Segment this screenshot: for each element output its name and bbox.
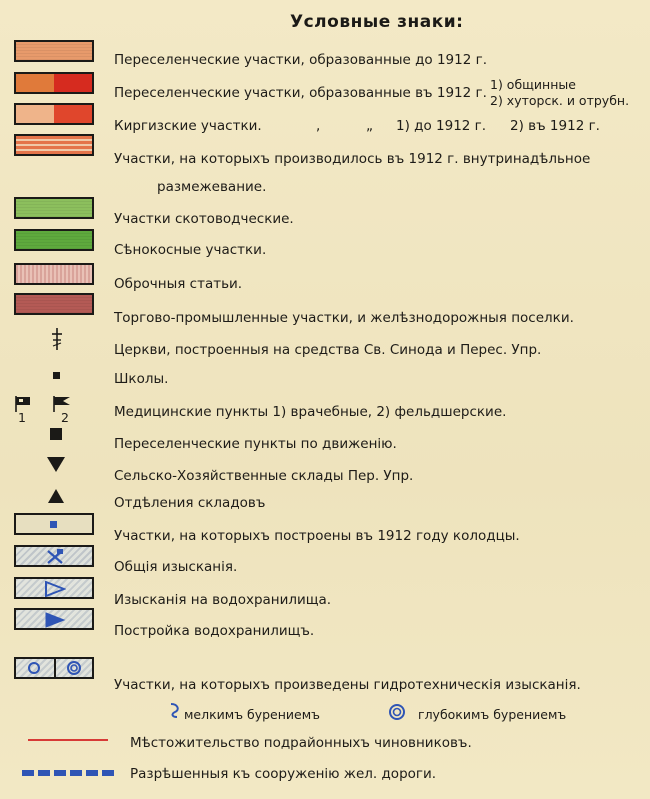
legend-label-3: Киргизские участки. [114,118,262,134]
legend-label-17: Изысканiя на водохранилища. [114,592,332,608]
swatch-reservoir-construction [14,608,94,630]
legend-mark-2: „ [366,118,373,134]
legend-note-farmstead: 2) хуторск. и отрубн. [490,93,630,108]
swatch-hydrotechnical-surveys [14,657,94,679]
legend-option-before-1912: 1) до 1912 г. [396,118,487,134]
legend-label-21: глубокимъ бурениемъ [418,707,567,722]
legend-label-8: Торгово-промышленные участки, и желѣзнодорожныя поселки. [114,310,574,326]
legend-label-6: Сѣнокосные участки. [114,242,267,258]
legend-option-in-1912: 2) въ 1912 г. [510,118,600,134]
legend-label-2: Переселенческие участки, образованные въ 1912 г. [114,85,487,101]
church-icon [50,328,64,350]
legend-label-23: Разрѣшенныя къ сооруженiю жел. дороги. [130,766,437,782]
swatch-trade-industrial [14,293,94,315]
legend-label-16: Общiя изысканiя. [114,559,238,575]
reservoir-survey-flag-icon [44,581,66,597]
swatch-reservoir-surveys [14,577,94,599]
survey-tools-icon [46,549,64,565]
swatch-settler-plots-1912 [14,72,94,94]
well-marker-icon [50,521,57,528]
railway-dashed-blue-line [22,770,114,776]
legend-title: Условные знаки: [290,12,464,32]
legend-label-12: Переселенческие пункты по движенiю. [114,436,397,452]
legend-label-4b: размежевание. [157,179,267,195]
legend-label-5: Участки скотоводческие. [114,211,294,227]
legend-mark-1: , [316,118,321,134]
medical-number-2: 2 [61,410,69,425]
settler-point-icon [50,428,62,440]
legend-label-10: Школы. [114,371,169,387]
school-icon [53,372,60,379]
swatch-internal-survey [14,134,94,156]
swatch-kirghiz-plots [14,103,94,125]
legend-label-20: мелкимъ бурениемъ [184,707,320,722]
medical-number-1: 1 [18,410,26,425]
legend-label-22: Мѣстожительство подрайонныхъ чиновниковъ. [130,735,472,751]
swatch-settler-plots-before-1912 [14,40,94,62]
legend-label-18: Постройка водохранилищъ. [114,623,315,639]
legend-label-9: Церкви, построенныя на средства Св. Синода и Перес. Упр. [114,342,542,358]
reservoir-construction-flag-icon [44,612,66,628]
legend-label-7: Оброчныя статьи. [114,276,243,292]
shallow-drilling-mini-icon [26,661,42,675]
shallow-drilling-icon [168,702,182,718]
warehouse-down-triangle-icon [47,457,65,473]
deep-drilling-icon [388,703,406,721]
legend-label-19: Участки, на которыхъ произведены гидротехническiя изысканiя. [114,677,581,693]
swatch-rent-articles [14,263,94,285]
swatch-general-surveys [14,545,94,567]
legend-label-15: Участки, на которыхъ построены въ 1912 году колодцы. [114,528,520,544]
warehouse-branch-up-triangle-icon [48,489,64,503]
swatch-wells-built [14,513,94,535]
swatch-livestock-plots [14,197,94,219]
deep-drilling-mini-icon [66,660,82,676]
legend-note-communal: 1) общинные [490,77,576,92]
legend-label-11: Медицинские пункты 1) врачебные, 2) фельдшерские. [114,404,507,420]
legend-label-1: Переселенческие участки, образованные до 1912 г. [114,52,488,68]
legend-label-13: Сельско-Хозяйственные склады Пер. Упр. [114,468,414,484]
legend-label-14: Отдѣления складовъ [114,495,266,511]
swatch-hay-plots [14,229,94,251]
swatch-divider [54,659,56,677]
officials-residence-red-line [28,739,108,741]
legend-label-4: Участки, на которыхъ производилось въ 1912 г. внутринадѣльное [114,151,591,167]
